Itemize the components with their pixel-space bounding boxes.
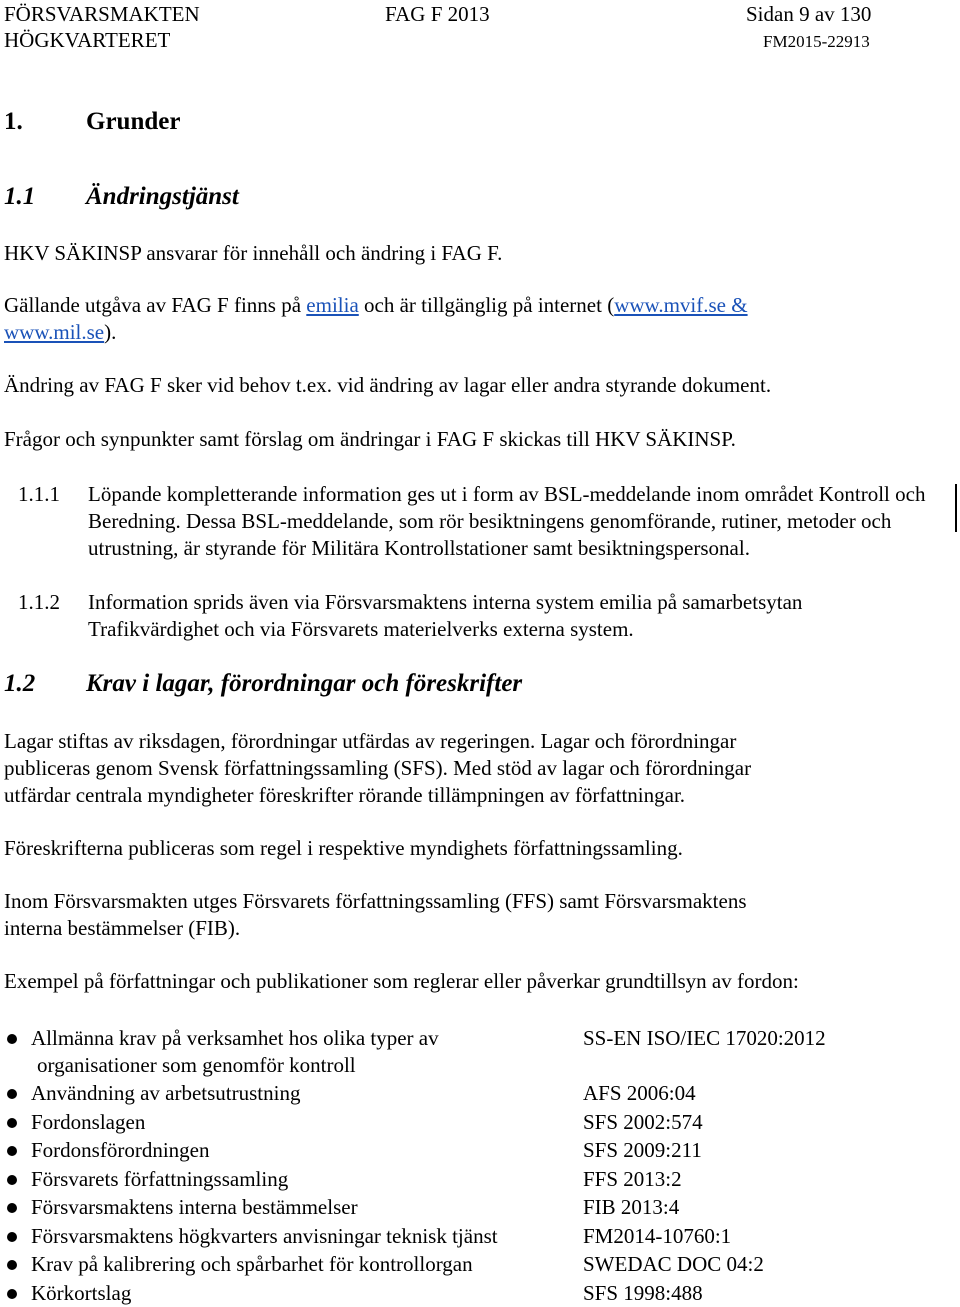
header-org: FÖRSVARSMAKTEN — [4, 2, 200, 26]
regulation-reference: SS-EN ISO/IEC 17020:2012 — [583, 1026, 826, 1050]
subsection-1-1-1 — [4, 481, 934, 591]
regulation-reference: FM2014-10760:1 — [583, 1224, 732, 1248]
regulation-name: Försvarsmaktens interna bestämmelser — [31, 1195, 358, 1219]
link-emilia[interactable]: emilia — [306, 293, 359, 317]
bullet-icon — [7, 1118, 17, 1128]
heading-number: 1.1 — [4, 183, 36, 210]
regulation-name: Körkortslag — [31, 1281, 132, 1305]
regulation-name-continued: organisationer som genomför kontroll — [37, 1053, 356, 1077]
subsection-text: Information sprids även via Försvarsmaktens interna system emilia på samarbetsytan Trafikvärdighet och via Försvarets materielverks externa system. — [88, 590, 803, 641]
paragraph-questions: Frågor och synpunkter samt förslag om ändringar i FAG F skickas till HKV SÄKINSP. — [4, 427, 736, 451]
bullet-icon — [7, 1289, 17, 1299]
regulation-reference: FIB 2013:4 — [583, 1195, 680, 1219]
heading-number: 1.2 — [4, 670, 36, 697]
regulation-reference: SFS 2009:211 — [583, 1138, 702, 1162]
regulation-name: Fordonsförordningen — [31, 1138, 210, 1162]
regulation-name: Fordonslagen — [31, 1110, 146, 1134]
bullet-icon — [7, 1146, 17, 1156]
paragraph-laws-line-3: utfärdar centrala myndigheter föreskrifter rörande tillämpningen av författningar. — [4, 783, 686, 807]
subsection-number: 1.1.2 — [18, 590, 60, 614]
regulation-name: Användning av arbetsutrustning — [31, 1081, 301, 1105]
header-doc: FAG F 2013 — [385, 2, 490, 26]
heading-section-1-2 — [4, 670, 522, 698]
bullet-icon — [7, 1232, 17, 1242]
heading-section-1 — [4, 108, 180, 136]
paragraph-examples: Exempel på författningar och publikationer som reglerar eller påverkar grundtillsyn av fordon: — [4, 969, 799, 993]
list-item — [0, 1108, 960, 1136]
heading-title: Krav i lagar, förordningar och föreskrifter — [86, 670, 523, 697]
paragraph-laws-line-2: publiceras genom Svensk författningssamling (SFS). Med stöd av lagar och förordningar — [4, 756, 752, 780]
paragraph-laws-line-1: Lagar stiftas av riksdagen, förordningar utfärdas av regeringen. Lagar och förordningar — [4, 729, 737, 753]
link-mil[interactable]: www.mil.se — [4, 320, 105, 344]
heading-title: Grunder — [86, 108, 181, 135]
regulation-reference: FFS 2013:2 — [583, 1167, 682, 1191]
bullet-icon — [7, 1260, 17, 1270]
heading-number: 1. — [4, 108, 23, 135]
text: & — [726, 293, 748, 317]
list-item — [0, 1250, 960, 1278]
header-unit: HÖGKVARTERET — [4, 28, 171, 52]
bullet-icon — [7, 1203, 17, 1213]
paragraph-responsibility: HKV SÄKINSP ansvarar för innehåll och ändring i FAG F. — [4, 241, 503, 265]
list-item — [0, 1193, 960, 1221]
heading-section-1-1 — [4, 183, 239, 211]
bullet-icon — [7, 1089, 17, 1099]
list-item — [0, 1024, 960, 1077]
regulation-name: Allmänna krav på verksamhet hos olika typer av — [31, 1026, 439, 1050]
subsection-number: 1.1.1 — [18, 482, 60, 506]
heading-title: Ändringstjänst — [86, 183, 239, 210]
header-reference: FM2015-22913 — [763, 32, 870, 51]
list-item — [0, 1079, 960, 1107]
list-item — [0, 1222, 960, 1250]
paragraph-ffs-line-1: Inom Försvarsmakten utges Försvarets författningssamling (FFS) samt Försvarsmaktens — [4, 889, 747, 913]
paragraph-changes: Ändring av FAG F sker vid behov t.ex. vid ändring av lagar eller andra styrande dokument. — [4, 373, 772, 397]
subsection-text: Löpande kompletterande information ges ut i form av BSL-meddelande inom området Kontroll och Beredning. Dessa BSL-meddelande, som rör besiktningens genomförande, rutiner, metoder och utrustning, är styrande för Militära Kontrollstationer samt besiktningspersonal. — [88, 482, 926, 560]
link-mvif[interactable]: www.mvif.se — [614, 293, 726, 317]
regulation-reference: SFS 1998:488 — [583, 1281, 703, 1305]
header-page-number: Sidan 9 av 130 — [746, 2, 872, 26]
text: och är tillgänglig på internet ( — [358, 293, 615, 317]
bullet-icon — [7, 1175, 17, 1185]
paragraph-regulations: Föreskrifterna publiceras som regel i respektive myndighets författningssamling. — [4, 836, 683, 860]
regulation-reference: SFS 2002:574 — [583, 1110, 703, 1134]
paragraph-ffs-line-2: interna bestämmelser (FIB). — [4, 916, 241, 940]
regulation-reference: SWEDAC DOC 04:2 — [583, 1252, 764, 1276]
list-item — [0, 1165, 960, 1193]
list-item — [0, 1279, 960, 1307]
change-bar — [955, 484, 957, 532]
regulation-name: Krav på kalibrering och spårbarhet för kontrollorgan — [31, 1252, 473, 1276]
text: ). — [104, 320, 117, 344]
paragraph-availability — [4, 292, 904, 346]
text: Gällande utgåva av FAG F finns på — [4, 293, 307, 317]
bullet-icon — [7, 1034, 17, 1044]
regulation-name: Försvarets författningssamling — [31, 1167, 289, 1191]
subsection-1-1-2 — [4, 589, 934, 645]
regulation-name: Försvarsmaktens högkvarters anvisningar teknisk tjänst — [31, 1224, 498, 1248]
list-item — [0, 1136, 960, 1164]
regulation-reference: AFS 2006:04 — [583, 1081, 696, 1105]
